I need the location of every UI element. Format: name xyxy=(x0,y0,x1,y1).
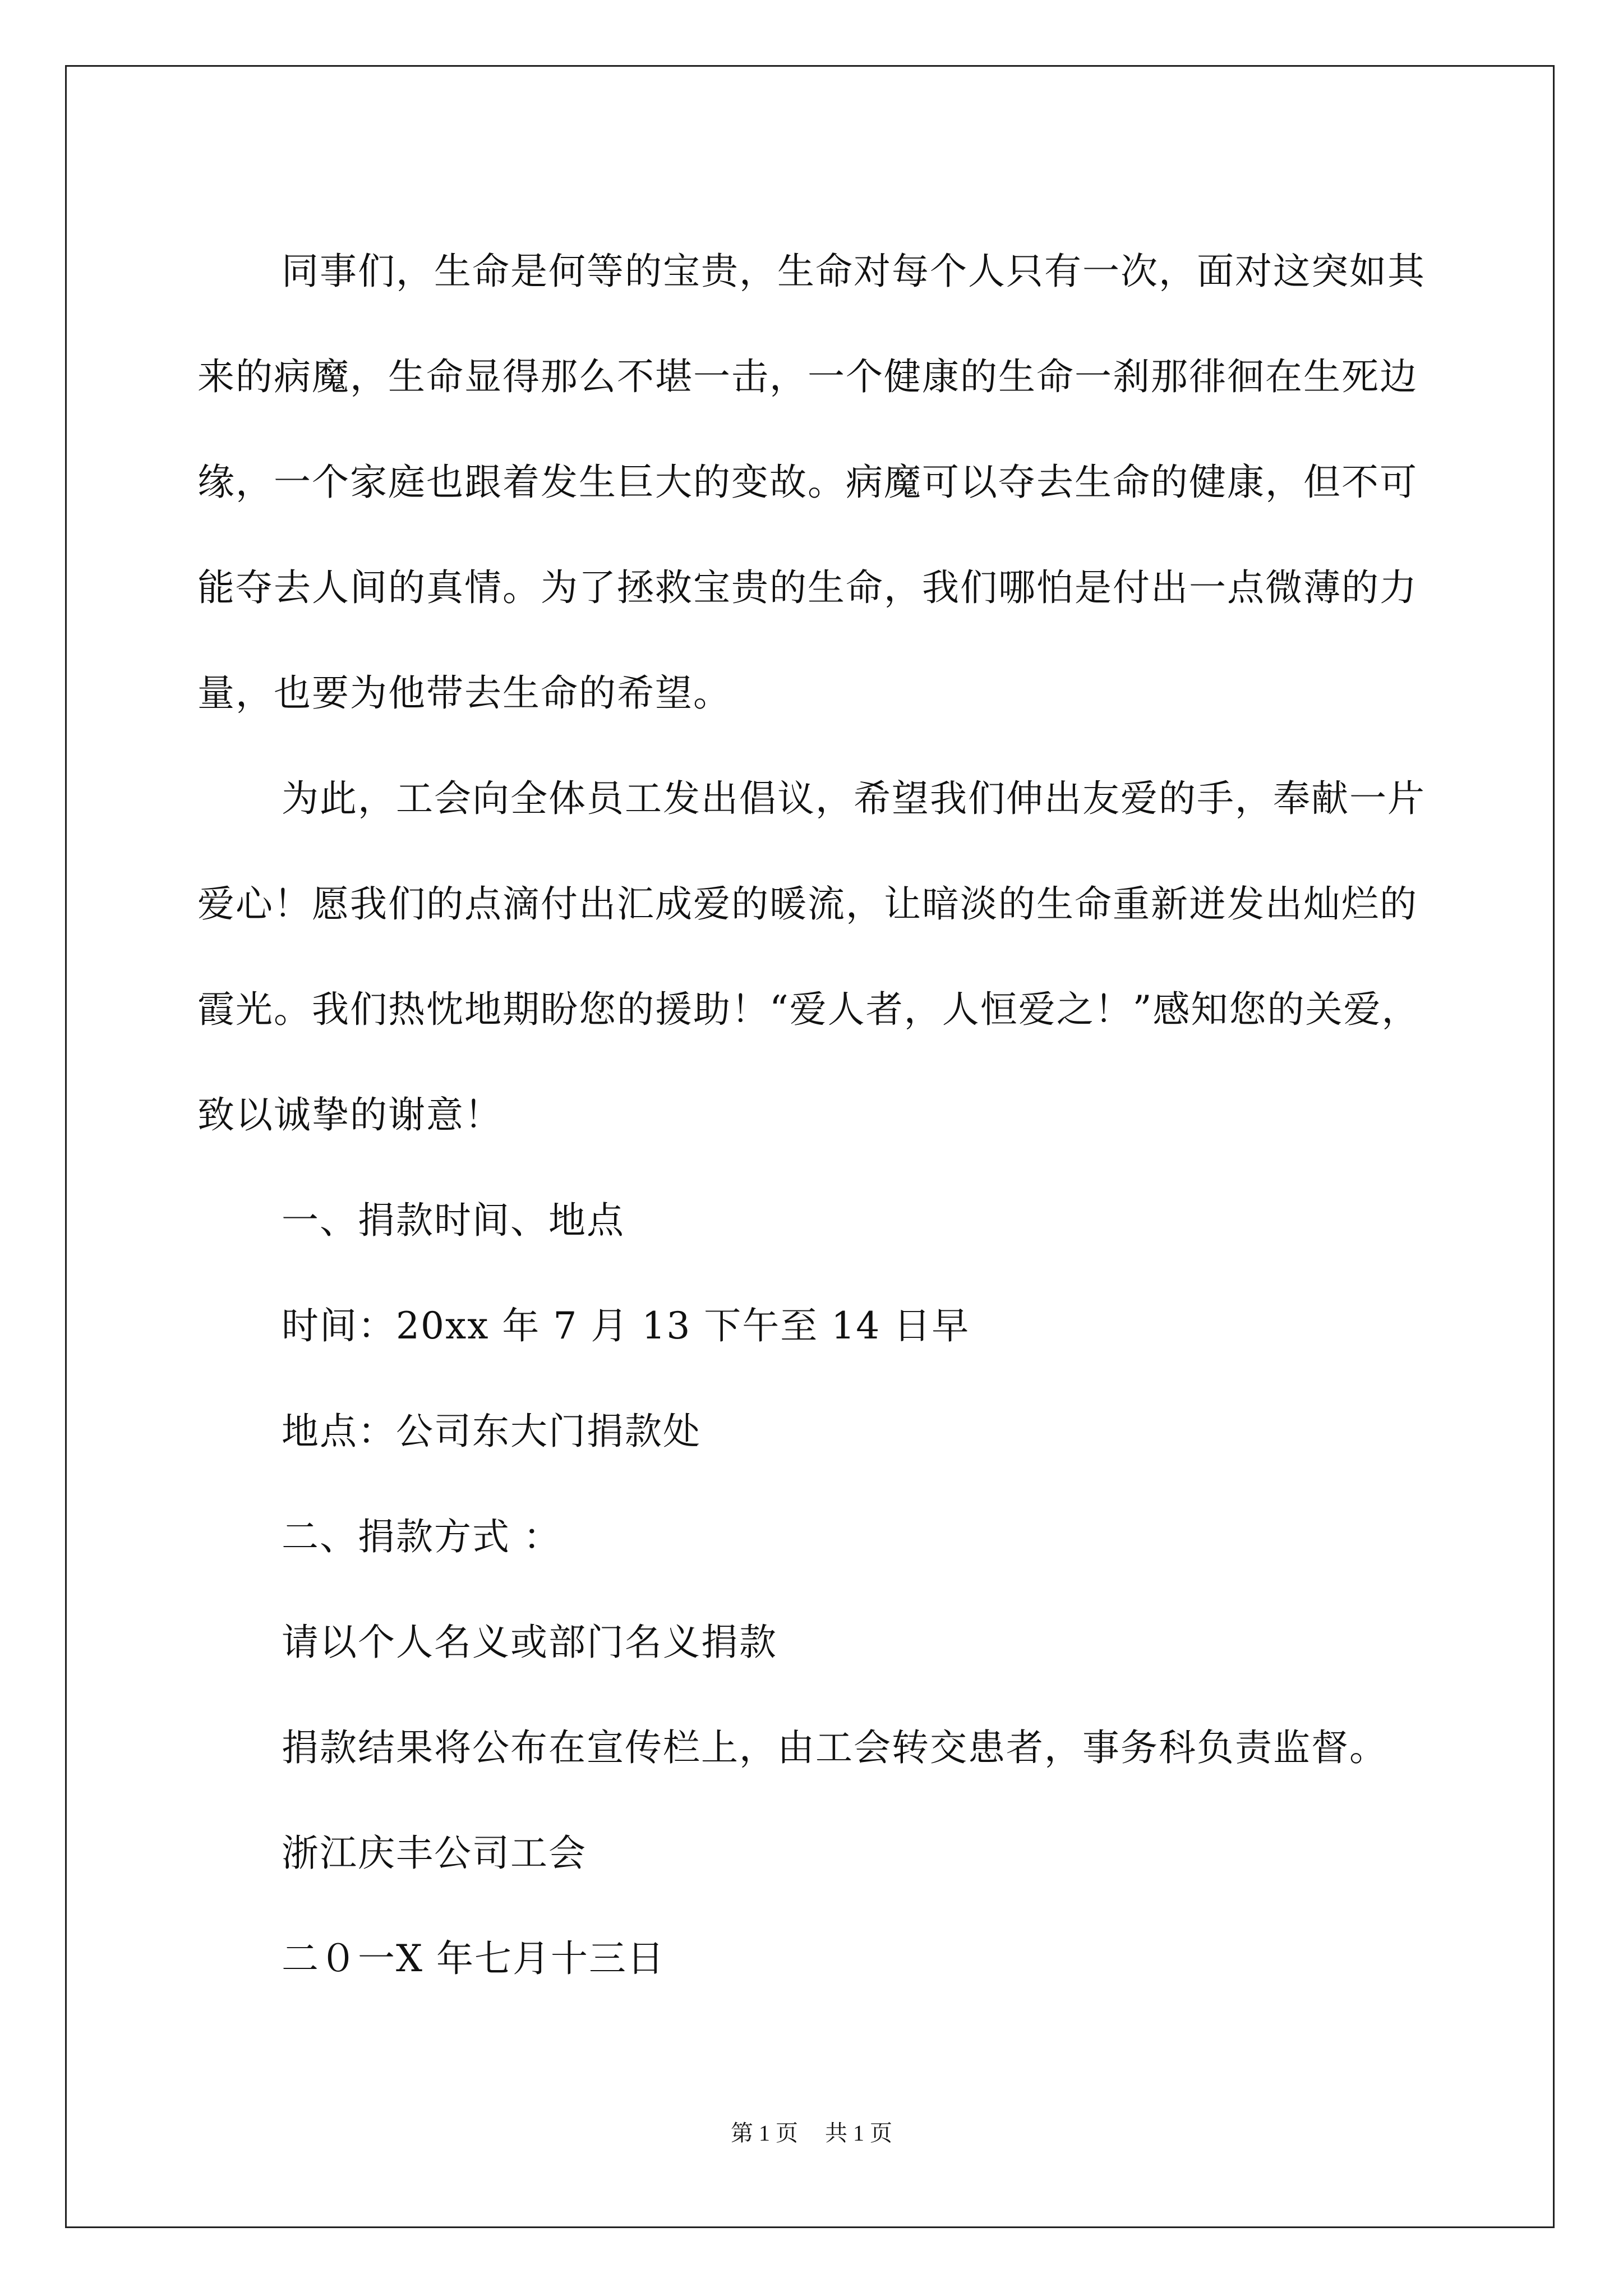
signature-date: 二０一X 年七月十三日 xyxy=(282,1937,665,1980)
paragraph-appeal: 同事们，生命是何等的宝贵，生命对每个人只有一次，面对这突如其来的病魔，生命显得那么不堪一击，一个健康的生命一刹那徘徊在生死边缘，一个家庭也跟着发生巨大的变故。病魔可以夺去生命的健康，但不可能夺去人间的真情。为了拯救宝贵的生命，我们哪怕是付出一点微薄的力量，也要为他带去生命的希望。 xyxy=(197,250,1426,715)
document-body xyxy=(197,219,1426,2012)
section-heading-method: 二、捐款方式 ： xyxy=(282,1515,561,1558)
section-heading-time-place: 一、捐款时间、地点 xyxy=(282,1199,625,1242)
donation-result-note: 捐款结果将公布在宣传栏上，由工会转交患者，事务科负责监督。 xyxy=(282,1726,1387,1769)
page-total: 共 1 页 xyxy=(825,2120,892,2146)
page-number: 第 1 页 xyxy=(731,2120,798,2146)
page-footer xyxy=(0,2119,1623,2147)
donation-place: 地点：公司东大门捐款处 xyxy=(282,1410,701,1453)
paragraph-initiative: 为此，工会向全体员工发出倡议，希望我们伸出友爱的手，奉献一片爱心！愿我们的点滴付出汇成爱的暖流，让暗淡的生命重新迸发出灿烂的霞光。我们热忱地期盼您的援助！“爱人者，人恒爱之！”感知您的关爱，致以诚挚的谢意！ xyxy=(197,777,1426,1137)
signature-organization: 浙江庆丰公司工会 xyxy=(282,1832,587,1875)
donation-method: 请以个人名义或部门名义捐款 xyxy=(282,1621,777,1664)
donation-time: 时间：20xx 年 7 月 13 下午至 14 日早 xyxy=(282,1304,970,1347)
